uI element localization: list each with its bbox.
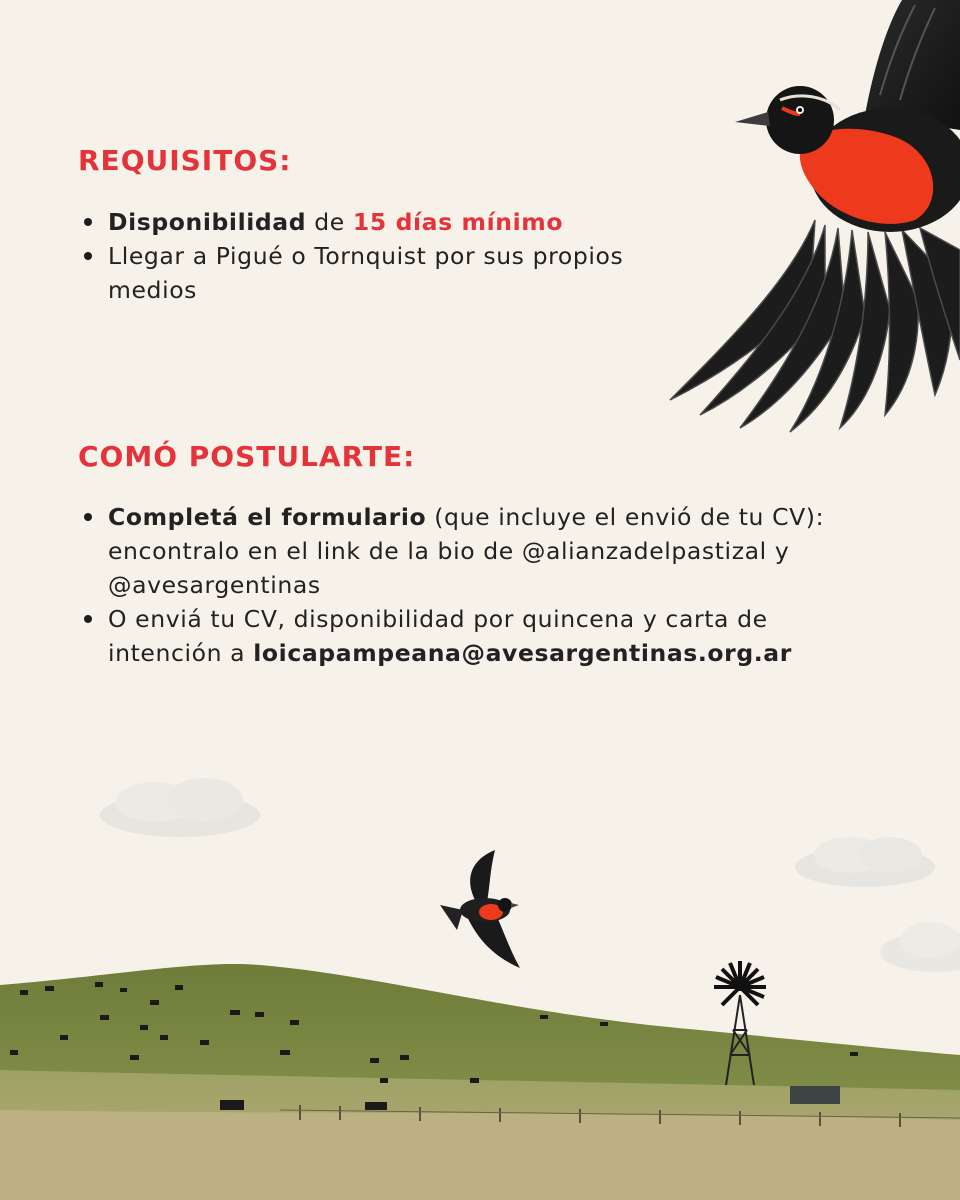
cloud-right xyxy=(790,825,940,895)
availability-connector: de xyxy=(306,208,353,236)
windmill xyxy=(708,955,772,1090)
travel-text: Llegar a Pigué o Tornquist por sus propios medios xyxy=(108,242,624,304)
flying-loica-bird xyxy=(640,0,960,440)
cloud-left xyxy=(95,770,265,850)
pampas-landscape xyxy=(0,960,960,1200)
apply-heading: COMÓ POSTULARTE: xyxy=(78,440,416,473)
requirements-heading: REQUISITOS: xyxy=(78,144,292,177)
contact-email: loicapampeana@avesargentinas.org.ar xyxy=(253,639,792,667)
form-details: (que incluye el envió de tu CV): encontralo en el link de la bio de @alianzadelpastizal y @avesargentinas xyxy=(108,503,825,599)
availability-label: Disponibilidad xyxy=(108,208,307,236)
requirements-list xyxy=(78,205,698,307)
availability-minimum: 15 días mínimo xyxy=(352,208,564,236)
requirement-availability xyxy=(78,205,698,239)
apply-email-item xyxy=(78,602,878,670)
apply-form-item xyxy=(78,500,878,602)
small-flying-bird xyxy=(435,850,525,970)
requirement-travel xyxy=(78,239,698,307)
form-label: Completá el formulario xyxy=(108,503,427,531)
apply-list xyxy=(78,500,878,670)
email-intro: O enviá tu CV, disponibilidad por quincena y carta de intención a xyxy=(108,605,768,667)
